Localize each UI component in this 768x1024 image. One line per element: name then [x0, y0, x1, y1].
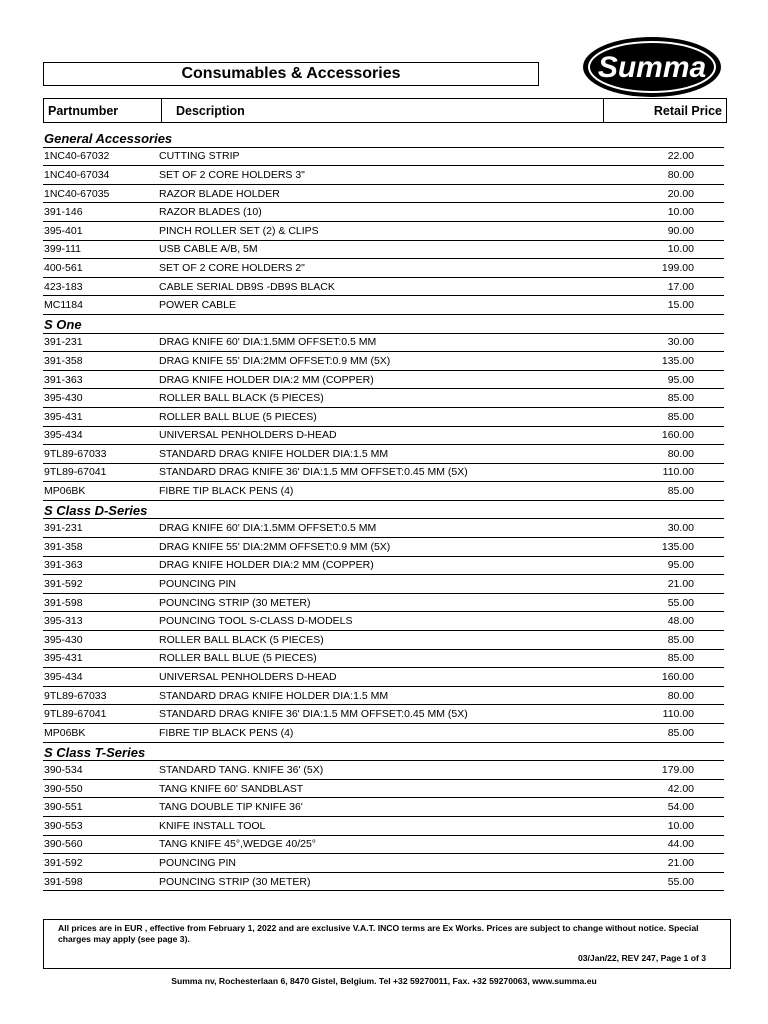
- description: TANG DOUBLE TIP KNIFE 36': [159, 801, 303, 814]
- description: UNIVERSAL PENHOLDERS D-HEAD: [159, 671, 337, 684]
- table-row: [43, 873, 724, 892]
- table-row: [43, 445, 724, 464]
- retail-price: 85.00: [667, 726, 694, 739]
- retail-price: 110.00: [662, 708, 694, 721]
- table-row: [43, 148, 724, 167]
- table-row: [43, 185, 724, 204]
- table-row: [43, 259, 724, 278]
- part-number: MC1184: [44, 299, 83, 312]
- price-list: [43, 129, 724, 891]
- page-title: Consumables & Accessories: [43, 62, 539, 86]
- description: POUNCING STRIP (30 METER): [159, 596, 311, 609]
- description: ROLLER BALL BLUE (5 PIECES): [159, 652, 317, 665]
- part-number: 391-363: [44, 373, 83, 386]
- part-number: 391-363: [44, 559, 83, 572]
- retail-price: 135.00: [661, 540, 694, 553]
- table-row: [43, 557, 724, 576]
- table-row: [43, 798, 724, 817]
- table-row: [43, 538, 724, 557]
- table-row: [43, 427, 724, 446]
- header-description: Description: [162, 99, 604, 122]
- description: CUTTING STRIP: [159, 150, 240, 163]
- retail-price: 85.00: [667, 633, 694, 646]
- description: ROLLER BALL BLACK (5 PIECES): [159, 633, 324, 646]
- retail-price: 42.00: [667, 782, 694, 795]
- description: CABLE SERIAL DB9S -DB9S BLACK: [159, 280, 335, 293]
- table-row: [43, 836, 724, 855]
- table-row: [43, 612, 724, 631]
- retail-price: 160.00: [661, 671, 694, 684]
- part-number: 395-430: [44, 392, 83, 405]
- part-number: 1NC40-67035: [44, 187, 110, 200]
- description: USB CABLE A/B, 5M: [159, 243, 258, 256]
- description: STANDARD DRAG KNIFE 36' DIA:1.5 MM OFFSET:0.45 MM (5X): [159, 466, 468, 479]
- retail-price: 160.00: [661, 429, 694, 442]
- section-title: S Class D-Series: [43, 501, 724, 520]
- retail-price: 10.00: [667, 243, 694, 256]
- part-number: 391-358: [44, 354, 83, 367]
- description: RAZOR BLADES (10): [159, 206, 262, 219]
- part-number: 9TL89-67041: [44, 466, 107, 479]
- pricing-note: All prices are in EUR , effective from February 1, 2022 and are exclusive V.A.T. INCO terms are Ex Works. Prices are subject to change without notice. Special charges may apply (see page 3).: [58, 923, 699, 944]
- table-row: [43, 278, 724, 297]
- company-address: Summa nv, Rochesterlaan 6, 8470 Gistel, Belgium. Tel +32 59270011, Fax. +32 59270063, www.summa.eu: [171, 976, 597, 986]
- description: TANG KNIFE 45°,WEDGE 40/25°: [159, 838, 316, 851]
- retail-price: 48.00: [667, 615, 694, 628]
- table-row: [43, 519, 724, 538]
- description: POUNCING STRIP (30 METER): [159, 875, 311, 888]
- retail-price: 30.00: [667, 522, 694, 535]
- retail-price: 95.00: [667, 373, 694, 386]
- part-number: 395-313: [44, 615, 83, 628]
- table-row: [43, 668, 724, 687]
- table-row: [43, 241, 724, 260]
- description: STANDARD DRAG KNIFE HOLDER DIA:1.5 MM: [159, 447, 389, 460]
- table-row: [43, 705, 724, 724]
- part-number: 9TL89-67041: [44, 708, 107, 721]
- retail-price: 54.00: [667, 801, 694, 814]
- description: FIBRE TIP BLACK PENS (4): [159, 726, 294, 739]
- retail-price: 55.00: [667, 875, 694, 888]
- part-number: 423-183: [44, 280, 83, 293]
- table-row: [43, 761, 724, 780]
- part-number: 390-553: [44, 819, 83, 832]
- part-number: 390-560: [44, 838, 83, 851]
- table-row: [43, 482, 724, 501]
- part-number: 390-551: [44, 801, 83, 814]
- table-row: [43, 575, 724, 594]
- retail-price: 95.00: [667, 559, 694, 572]
- part-number: 391-598: [44, 875, 83, 888]
- retail-price: 30.00: [667, 336, 694, 349]
- description: DRAG KNIFE HOLDER DIA:2 MM (COPPER): [159, 559, 374, 572]
- description: POUNCING PIN: [159, 856, 237, 869]
- retail-price: 85.00: [667, 485, 694, 498]
- table-row: [43, 631, 724, 650]
- part-number: 390-534: [44, 763, 83, 776]
- description: PINCH ROLLER SET (2) & CLIPS: [159, 224, 319, 237]
- description: DRAG KNIFE 60' DIA:1.5MM OFFSET:0.5 MM: [159, 336, 377, 349]
- table-row: [43, 334, 724, 353]
- part-number: 395-401: [44, 224, 83, 237]
- revision-info: 03/Jan/22, REV 247, Page 1 of 3: [577, 953, 706, 963]
- retail-price: 110.00: [662, 466, 694, 479]
- description: STANDARD DRAG KNIFE HOLDER DIA:1.5 MM: [159, 689, 389, 702]
- part-number: 395-434: [44, 671, 83, 684]
- description: DRAG KNIFE 55' DIA:2MM OFFSET:0.9 MM (5X): [159, 354, 391, 367]
- retail-price: 85.00: [667, 410, 694, 423]
- header-retail-price: Retail Price: [653, 103, 722, 118]
- description: DRAG KNIFE 60' DIA:1.5MM OFFSET:0.5 MM: [159, 522, 377, 535]
- part-number: 395-430: [44, 633, 83, 646]
- retail-price: 179.00: [661, 763, 694, 776]
- table-row: [43, 594, 724, 613]
- table-row: [43, 352, 724, 371]
- summa-logo: [582, 36, 722, 98]
- part-number: 391-592: [44, 856, 83, 869]
- description: DRAG KNIFE HOLDER DIA:2 MM (COPPER): [159, 373, 374, 386]
- part-number: 395-431: [44, 410, 83, 423]
- part-number: 1NC40-67032: [44, 150, 110, 163]
- retail-price: 10.00: [667, 819, 694, 832]
- table-row: [43, 687, 724, 706]
- section-title: S One: [43, 315, 724, 334]
- header-partnumber: Partnumber: [44, 99, 162, 122]
- table-row: [43, 389, 724, 408]
- description: ROLLER BALL BLACK (5 PIECES): [159, 392, 324, 405]
- retail-price: 80.00: [667, 447, 694, 460]
- description: STANDARD DRAG KNIFE 36' DIA:1.5 MM OFFSET:0.45 MM (5X): [159, 708, 468, 721]
- section-title: General Accessories: [43, 129, 724, 148]
- retail-price: 85.00: [667, 652, 694, 665]
- table-row: [43, 780, 724, 799]
- retail-price: 199.00: [661, 261, 694, 274]
- description: POUNCING TOOL S-CLASS D-MODELS: [159, 615, 353, 628]
- description: UNIVERSAL PENHOLDERS D-HEAD: [159, 429, 337, 442]
- table-row: [43, 408, 724, 427]
- footer-note-box: [43, 919, 731, 969]
- table-row: [43, 817, 724, 836]
- part-number: 9TL89-67033: [44, 447, 107, 460]
- table-row: [43, 724, 724, 743]
- description: POUNCING PIN: [159, 578, 237, 591]
- retail-price: 80.00: [667, 168, 694, 181]
- table-header: [43, 98, 727, 123]
- part-number: MP06BK: [44, 485, 86, 498]
- description: TANG KNIFE 60' SANDBLAST: [159, 782, 304, 795]
- description: POWER CABLE: [159, 299, 237, 312]
- retail-price: 17.00: [667, 280, 694, 293]
- table-row: [43, 222, 724, 241]
- table-row: [43, 464, 724, 483]
- description: KNIFE INSTALL TOOL: [159, 819, 266, 832]
- retail-price: 90.00: [667, 224, 694, 237]
- table-row: [43, 166, 724, 185]
- part-number: 391-598: [44, 596, 83, 609]
- retail-price: 135.00: [661, 354, 694, 367]
- retail-price: 22.00: [667, 150, 694, 163]
- retail-price: 15.00: [667, 299, 694, 312]
- part-number: 400-561: [44, 261, 83, 274]
- part-number: 391-146: [44, 206, 83, 219]
- retail-price: 44.00: [667, 838, 694, 851]
- part-number: 391-231: [44, 336, 83, 349]
- retail-price: 80.00: [667, 689, 694, 702]
- table-row: [43, 650, 724, 669]
- description: RAZOR BLADE HOLDER: [159, 187, 280, 200]
- part-number: 395-434: [44, 429, 83, 442]
- retail-price: 21.00: [667, 856, 694, 869]
- description: SET OF 2 CORE HOLDERS 3": [159, 168, 305, 181]
- table-row: [43, 854, 724, 873]
- part-number: 390-550: [44, 782, 83, 795]
- retail-price: 21.00: [667, 578, 694, 591]
- description: STANDARD TANG. KNIFE 36' (5X): [159, 763, 324, 776]
- retail-price: 10.00: [667, 206, 694, 219]
- description: ROLLER BALL BLUE (5 PIECES): [159, 410, 317, 423]
- part-number: 391-358: [44, 540, 83, 553]
- logo-text: Summa: [597, 51, 707, 84]
- part-number: 399-111: [44, 243, 81, 256]
- part-number: 391-231: [44, 522, 83, 535]
- table-row: [43, 296, 724, 315]
- retail-price: 55.00: [667, 596, 694, 609]
- table-row: [43, 203, 724, 222]
- retail-price: 20.00: [667, 187, 694, 200]
- retail-price: 85.00: [667, 392, 694, 405]
- part-number: 9TL89-67033: [44, 689, 107, 702]
- description: FIBRE TIP BLACK PENS (4): [159, 485, 294, 498]
- part-number: 391-592: [44, 578, 83, 591]
- part-number: 1NC40-67034: [44, 168, 110, 181]
- table-row: [43, 371, 724, 390]
- description: DRAG KNIFE 55' DIA:2MM OFFSET:0.9 MM (5X): [159, 540, 391, 553]
- part-number: MP06BK: [44, 726, 86, 739]
- description: SET OF 2 CORE HOLDERS 2": [159, 261, 305, 274]
- part-number: 395-431: [44, 652, 83, 665]
- section-title: S Class T-Series: [43, 743, 724, 762]
